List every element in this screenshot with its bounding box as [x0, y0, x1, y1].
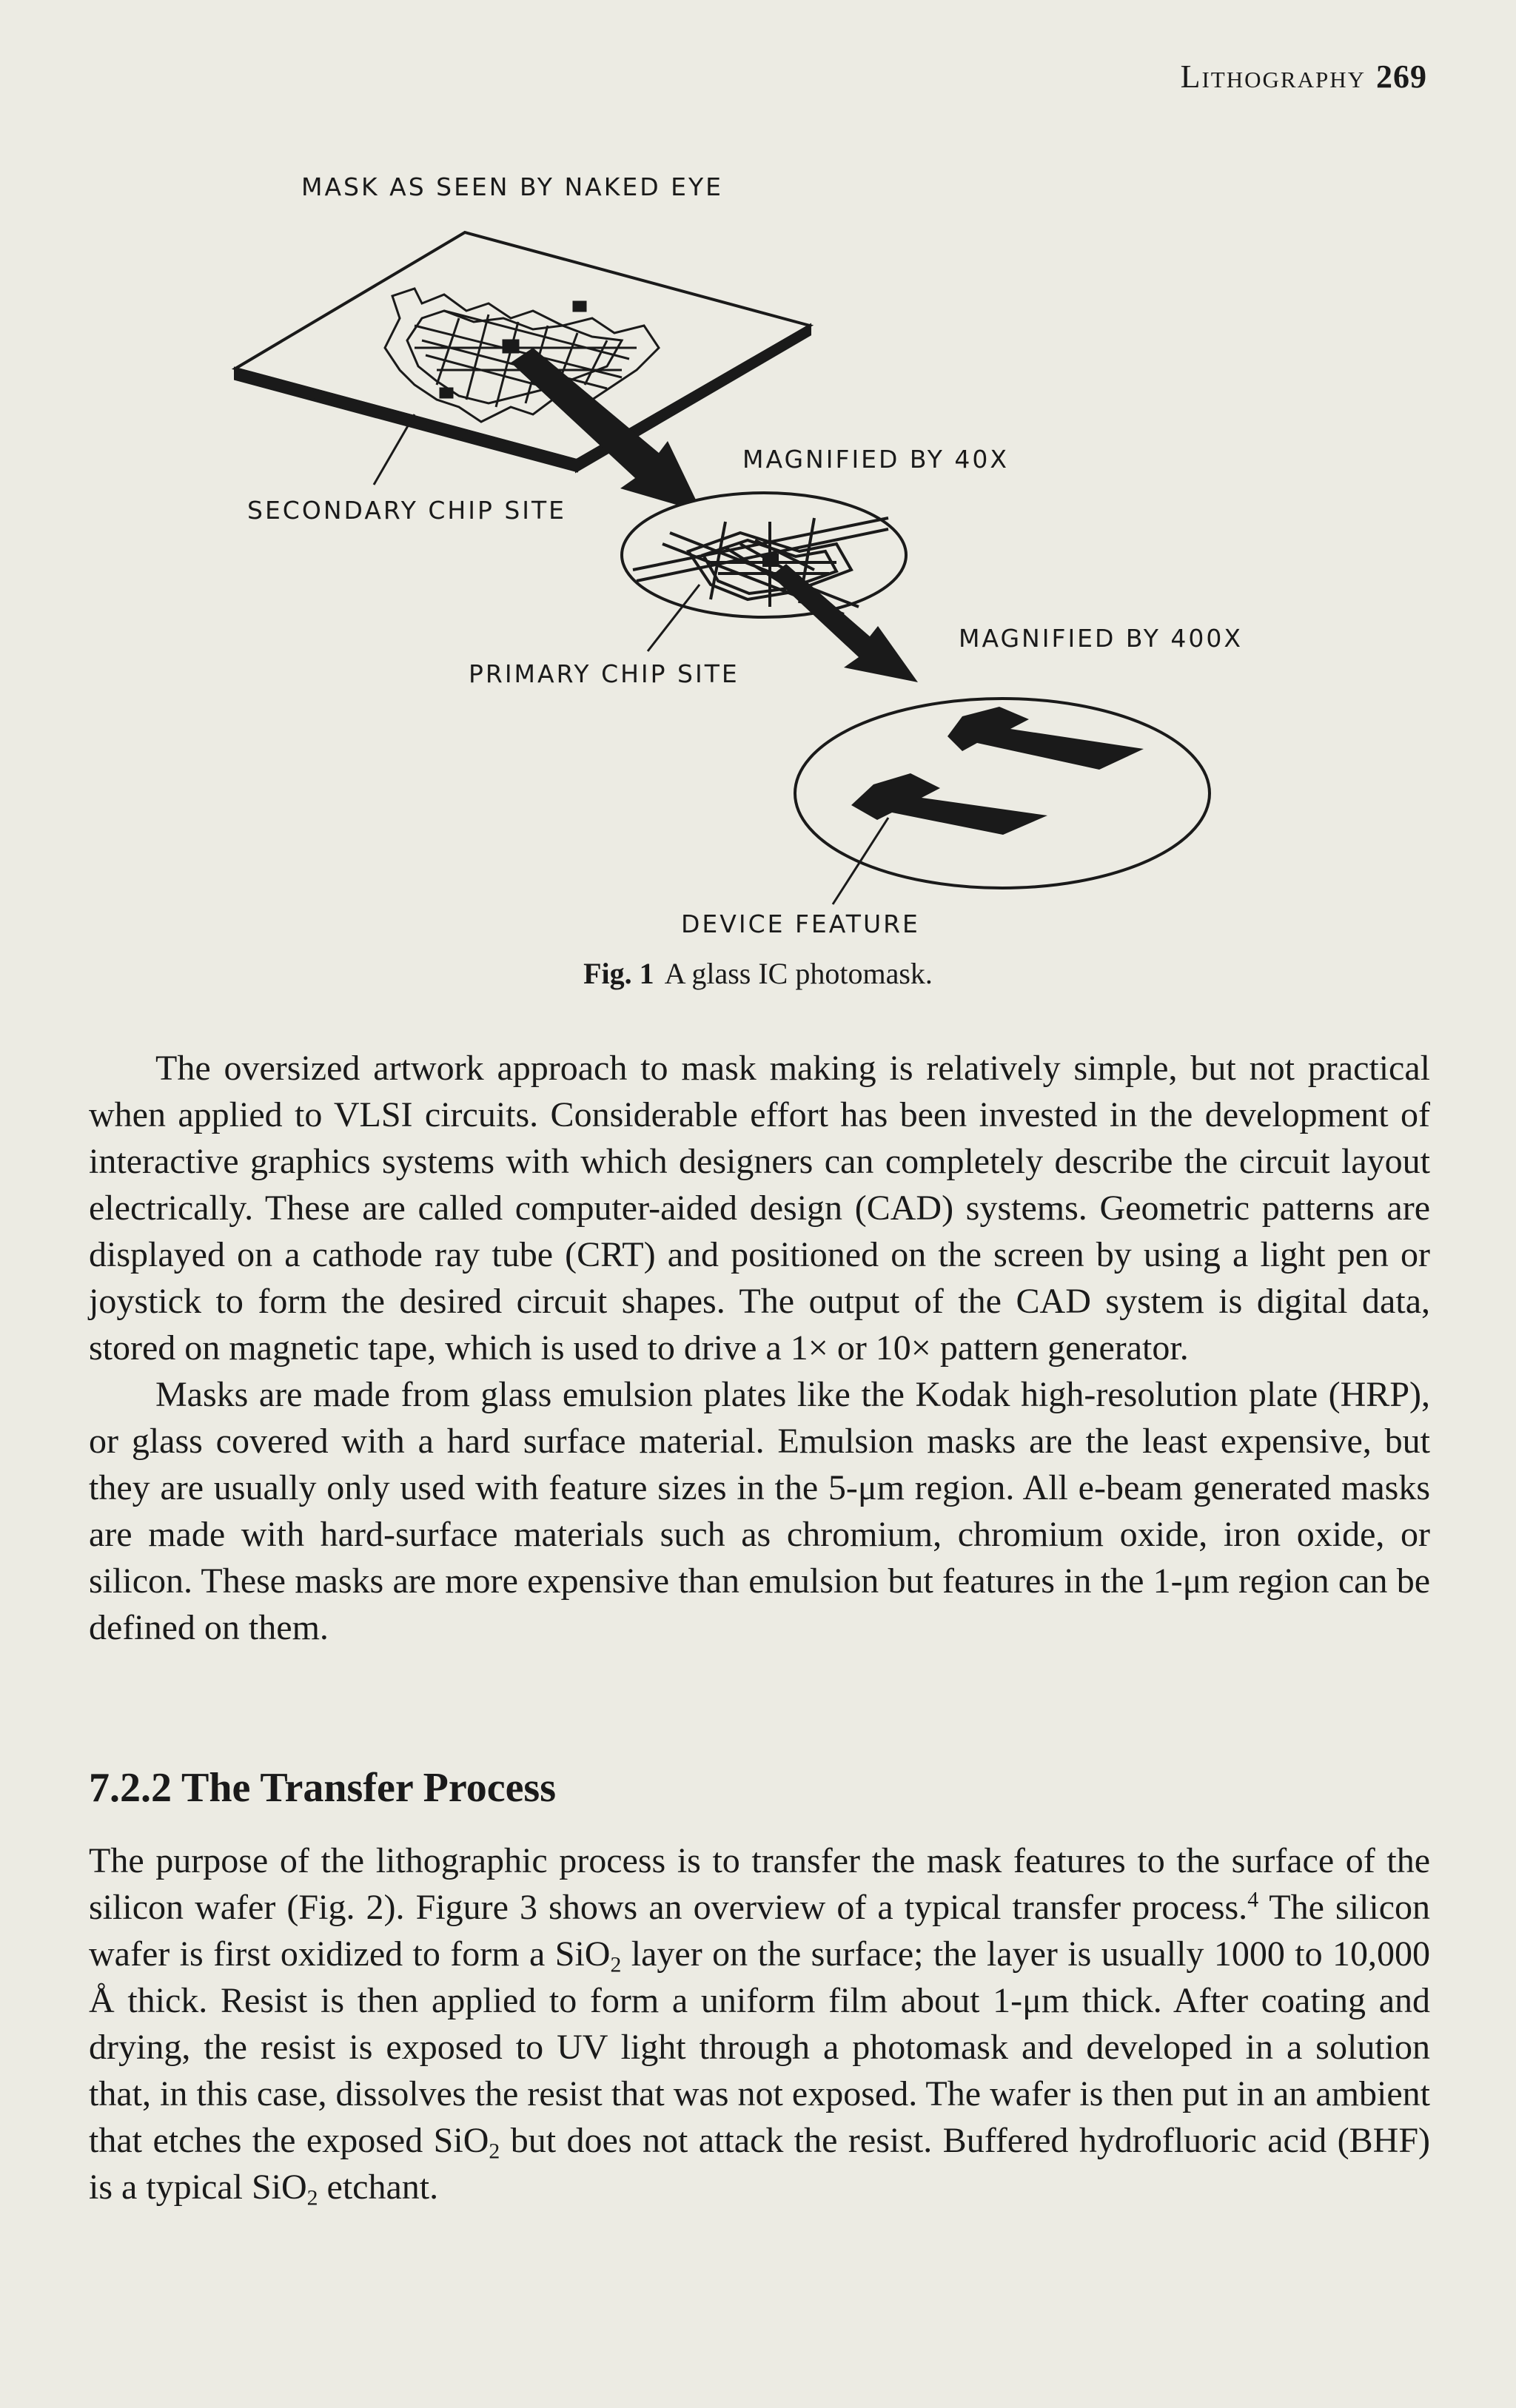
- subscript: 2: [489, 2139, 500, 2164]
- label-secondary-chip-site: SECONDARY CHIP SITE: [247, 496, 567, 525]
- text-run: etchant.: [318, 2167, 439, 2207]
- reference-superscript: 4: [1247, 1887, 1259, 1912]
- figure-caption: [0, 956, 1516, 991]
- label-magnified-400x: MAGNIFIED BY 400X: [959, 624, 1243, 653]
- text-run: The purpose of the lithographic process is to transfer the mask features to the surface of the silicon wafer (Fig. 2). Figure 3 shows an overview of a typical transfer process.: [89, 1841, 1430, 1927]
- magnified-40x-view: [622, 493, 906, 617]
- caption-label: Fig. 1: [583, 957, 654, 990]
- text-run: layer on the surface; the layer is usually 1000 to 10,000 Å thick. Resist is then applied to form a uniform film about 1-μm thick. After coating and drying, the resist is exposed to UV light through a photomask and developed in a solution that, in this case, dissolves the resist that was not exposed. The wafer is then put in an ambient that etches the exposed SiO: [89, 1934, 1431, 2160]
- label-primary-chip-site: PRIMARY CHIP SITE: [469, 659, 739, 688]
- body-text-block-2: [89, 1837, 1430, 2210]
- secondary-leader: [374, 414, 415, 485]
- running-title: Lithography: [1180, 58, 1366, 95]
- magnified-400x-view: [795, 699, 1210, 888]
- text-run: but does not attack the resist. Buffered hydrofluoric acid (BHF) is a typical SiO: [89, 2121, 1430, 2207]
- paragraph-mask-materials: Masks are made from glass emulsion plates like the Kodak high-resolution plate (HRP), or glass covered with a hard surface material. Emulsion masks are the least expensive, but they are usually only used with feature sizes in the 5-μm region. All e-beam generated masks are made with hard-surface materials such as chromium, chromium oxide, iron oxide, or silicon. These masks are more expensive than emulsion but features in the 1-μm region can be defined on them.: [89, 1375, 1430, 1647]
- paragraph-cad-systems: The oversized artwork approach to mask making is relatively simple, but not practical when applied to VLSI circuits. Considerable effort has been invested in the development of interactive graphics systems with which designers can completely describe the circuit layout electrically. These are called computer-aided design (CAD) systems. Geometric patterns are displayed on a cathode ray tube (CRT) and positioned on the screen by using a light pen or joystick to form the desired circuit shapes. The output of the CAD system is digital data, stored on magnetic tape, which is used to drive a 1× or 10× pattern generator.: [89, 1049, 1430, 1368]
- label-mask-naked-eye: MASK AS SEEN BY NAKED EYE: [301, 172, 723, 201]
- text-run: The silicon wafer is first oxidized to form a SiO: [89, 1888, 1431, 1974]
- section-heading: 7.2.2 The Transfer Process: [89, 1765, 557, 1811]
- label-magnified-40x: MAGNIFIED BY 40X: [742, 445, 1010, 474]
- subscript: 2: [610, 1952, 622, 1977]
- subscript: 2: [306, 2185, 318, 2210]
- page-number: 269: [1376, 58, 1427, 95]
- photomask-figure: [0, 0, 1516, 962]
- caption-text: A glass IC photomask.: [664, 957, 933, 990]
- body-text-block-1: [89, 1045, 1430, 1651]
- paragraph-transfer-process: [89, 1837, 1430, 2210]
- label-device-feature: DEVICE FEATURE: [681, 909, 920, 938]
